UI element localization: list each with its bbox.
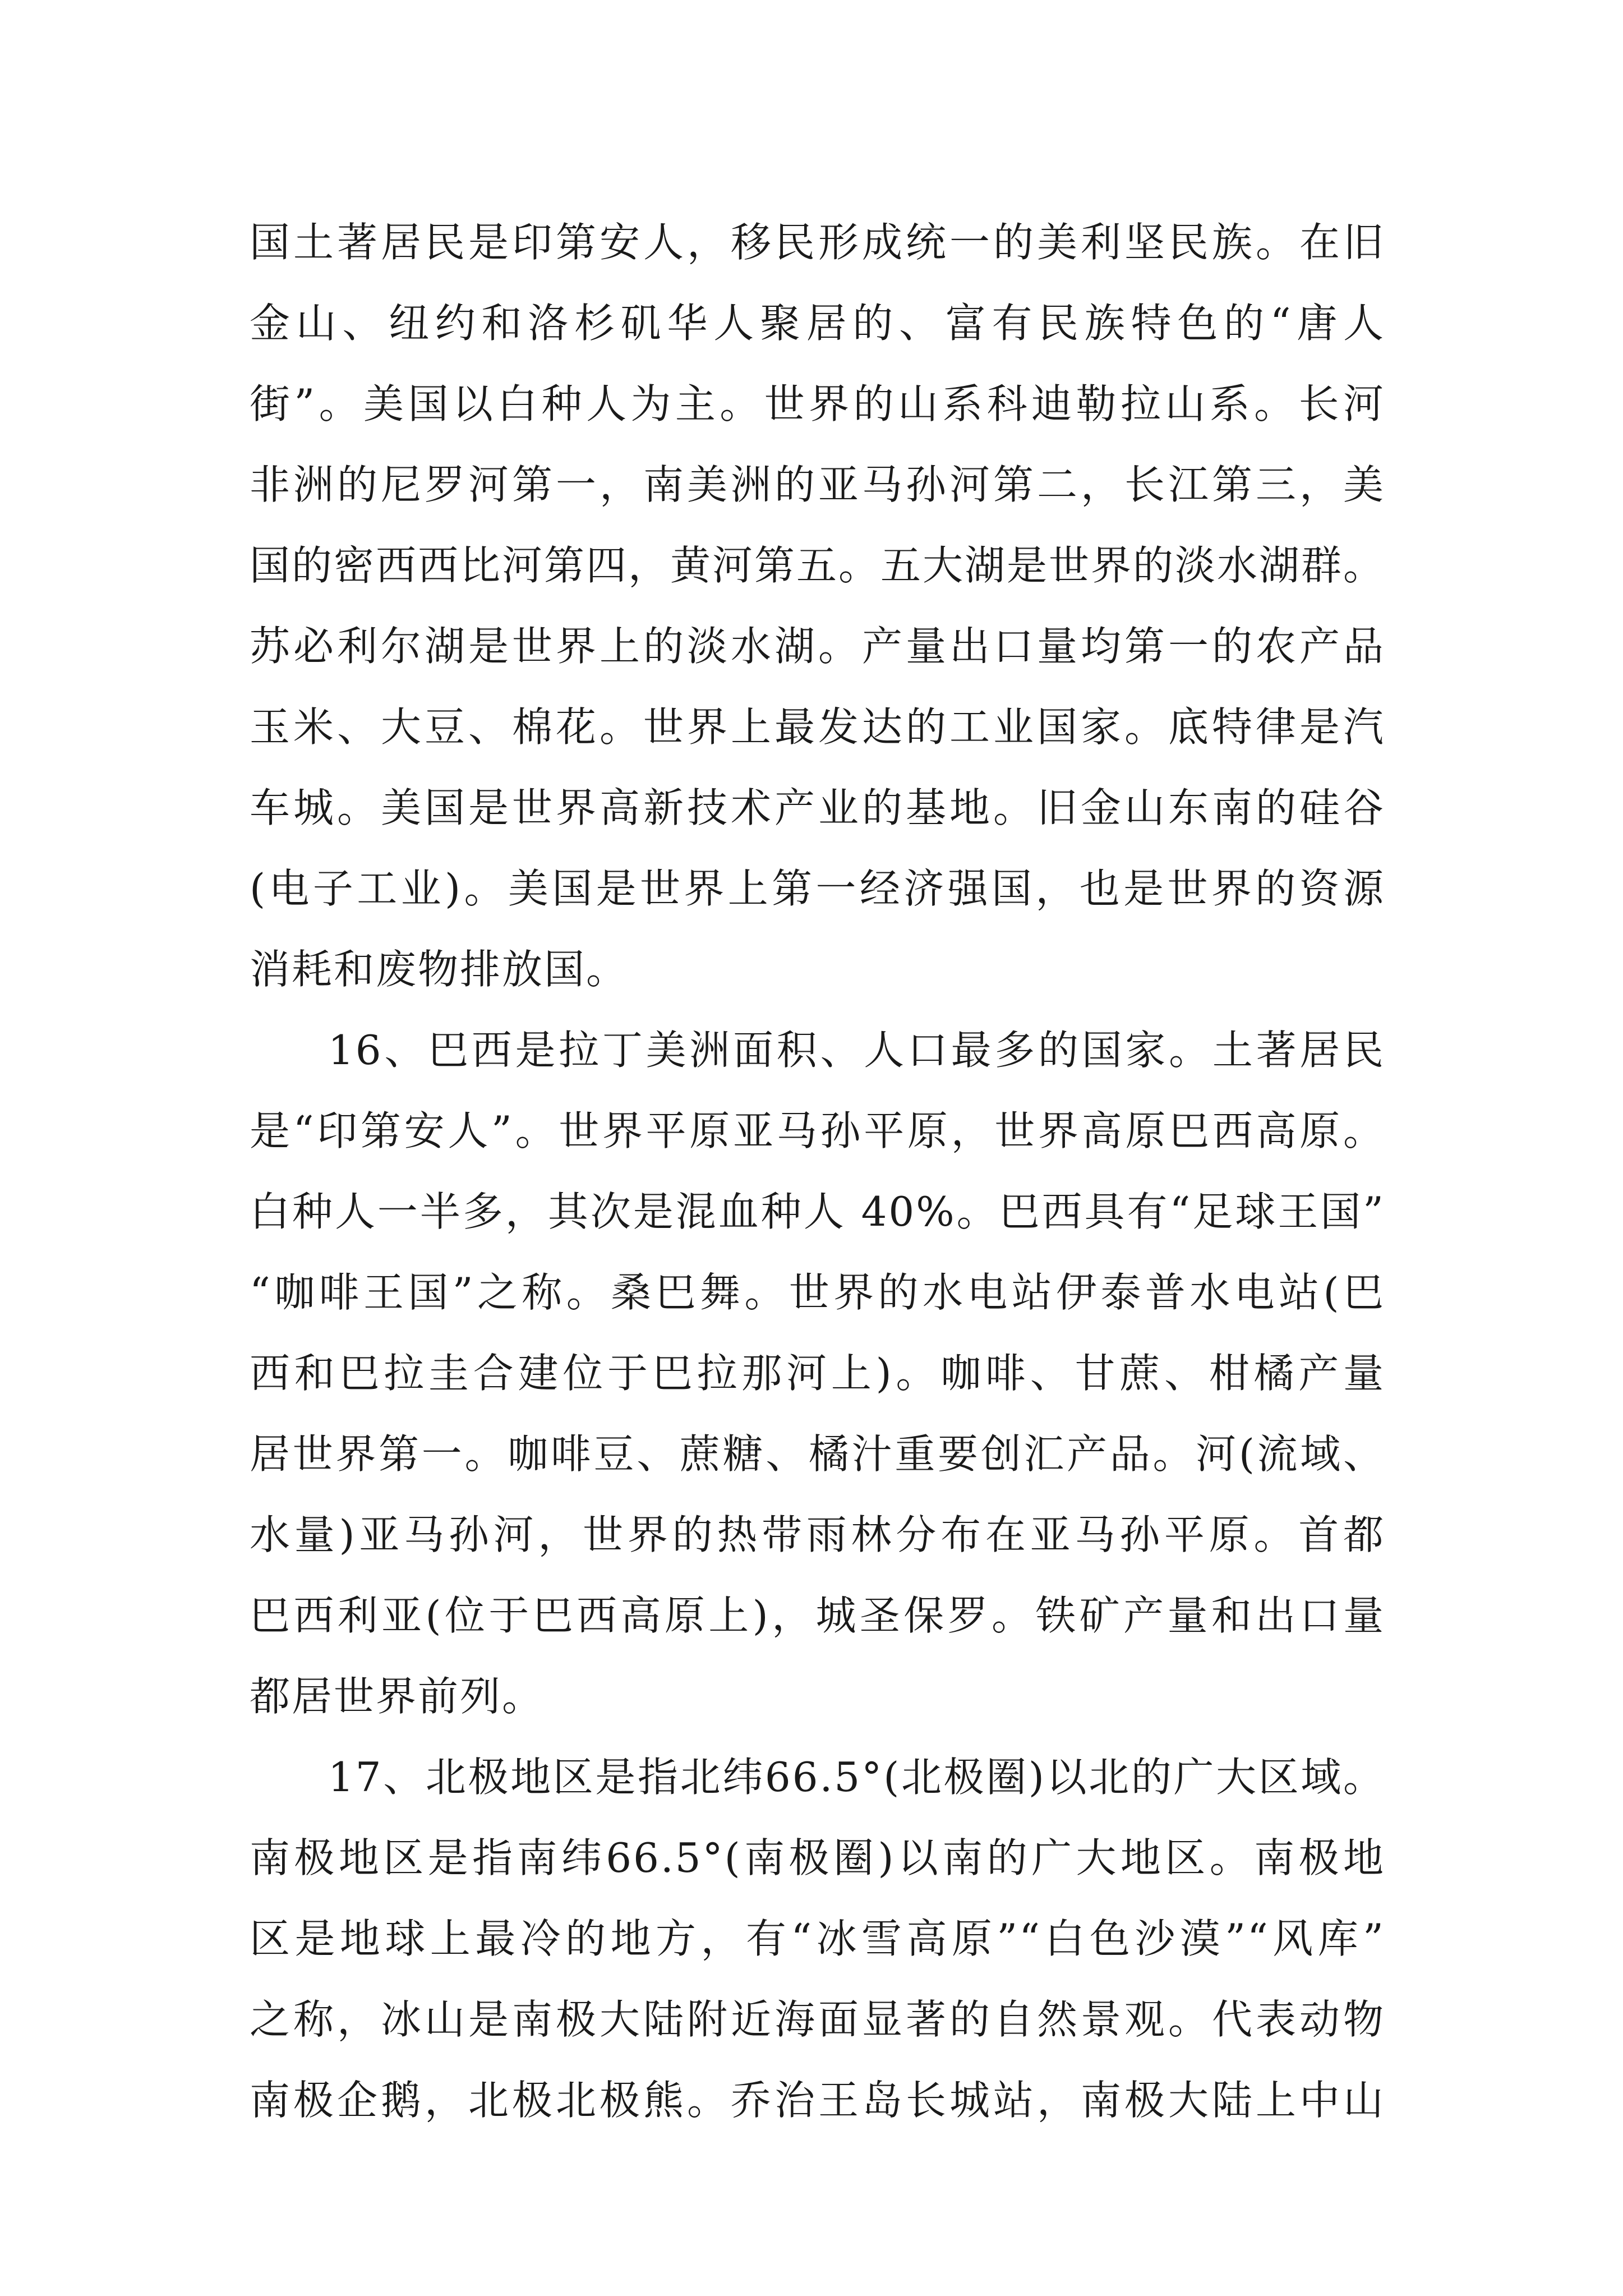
paragraph-16-first-line: 16、巴西是拉丁美洲面积、人口最多的国家。土著居民	[328, 1027, 1385, 1074]
body-text	[250, 202, 1385, 2141]
text-line: 金山、纽约和洛杉矶华人聚居的、富有民族特色的“唐人	[250, 300, 1385, 347]
text-line: 巴西利亚(位于巴西高原上)，城圣保罗。铁矿产量和出口量	[250, 1592, 1385, 1639]
text-line: 街”。美国以白种人为主。世界的山系科迪勒拉山系。长河	[250, 380, 1385, 427]
text-line: 国的密西西比河第四，黄河第五。五大湖是世界的淡水湖群。	[250, 542, 1386, 589]
text-line: 都居世界前列。	[250, 1673, 545, 1720]
text-line: 国土著居民是印第安人，移民形成统一的美利坚民族。在旧	[250, 219, 1385, 266]
text-line: 白种人一半多，其次是混血种人 40%。巴西具有“足球王国”	[250, 1188, 1385, 1235]
text-line: 车城。美国是世界高新技术产业的基地。旧金山东南的硅谷	[250, 784, 1385, 831]
text-line: 南极地区是指南纬66.5°(南极圈)以南的广大地区。南极地	[250, 1834, 1385, 1881]
text-line: 区是地球上最冷的地方，有“冰雪高原”“白色沙漠”“风库”	[250, 1915, 1385, 1962]
text-line: (电子工业)。美国是世界上第一经济强国，也是世界的资源	[250, 865, 1385, 912]
text-line: 居世界第一。咖啡豆、蔗糖、橘汁重要创汇产品。河(流域、	[250, 1430, 1385, 1478]
text-line: 玉米、大豆、棉花。世界上最发达的工业国家。底特律是汽	[250, 703, 1385, 751]
text-line: 非洲的尼罗河第一，南美洲的亚马孙河第二，长江第三，美	[250, 461, 1385, 508]
text-line: 之称，冰山是南极大陆附近海面显著的自然景观。代表动物	[250, 1996, 1385, 2043]
text-line: 南极企鹅，北极北极熊。乔治王岛长城站，南极大陆上中山	[250, 2077, 1385, 2124]
text-line: 消耗和废物排放国。	[250, 946, 629, 993]
text-line: 苏必利尔湖是世界上的淡水湖。产量出口量均第一的农产品	[250, 623, 1385, 670]
text-line: “咖啡王国”之称。桑巴舞。世界的水电站伊泰普水电站(巴	[250, 1269, 1385, 1316]
paragraph-17-first-line: 17、北极地区是指北纬66.5°(北极圈)以北的广大区域。	[328, 1754, 1385, 1801]
text-line: 西和巴拉圭合建位于巴拉那河上)。咖啡、甘蔗、柑橘产量	[250, 1350, 1385, 1397]
text-line: 水量)亚马孙河，世界的热带雨林分布在亚马孙平原。首都	[250, 1511, 1385, 1558]
text-line: 是“印第安人”。世界平原亚马孙平原，世界高原巴西高原。	[250, 1107, 1385, 1154]
